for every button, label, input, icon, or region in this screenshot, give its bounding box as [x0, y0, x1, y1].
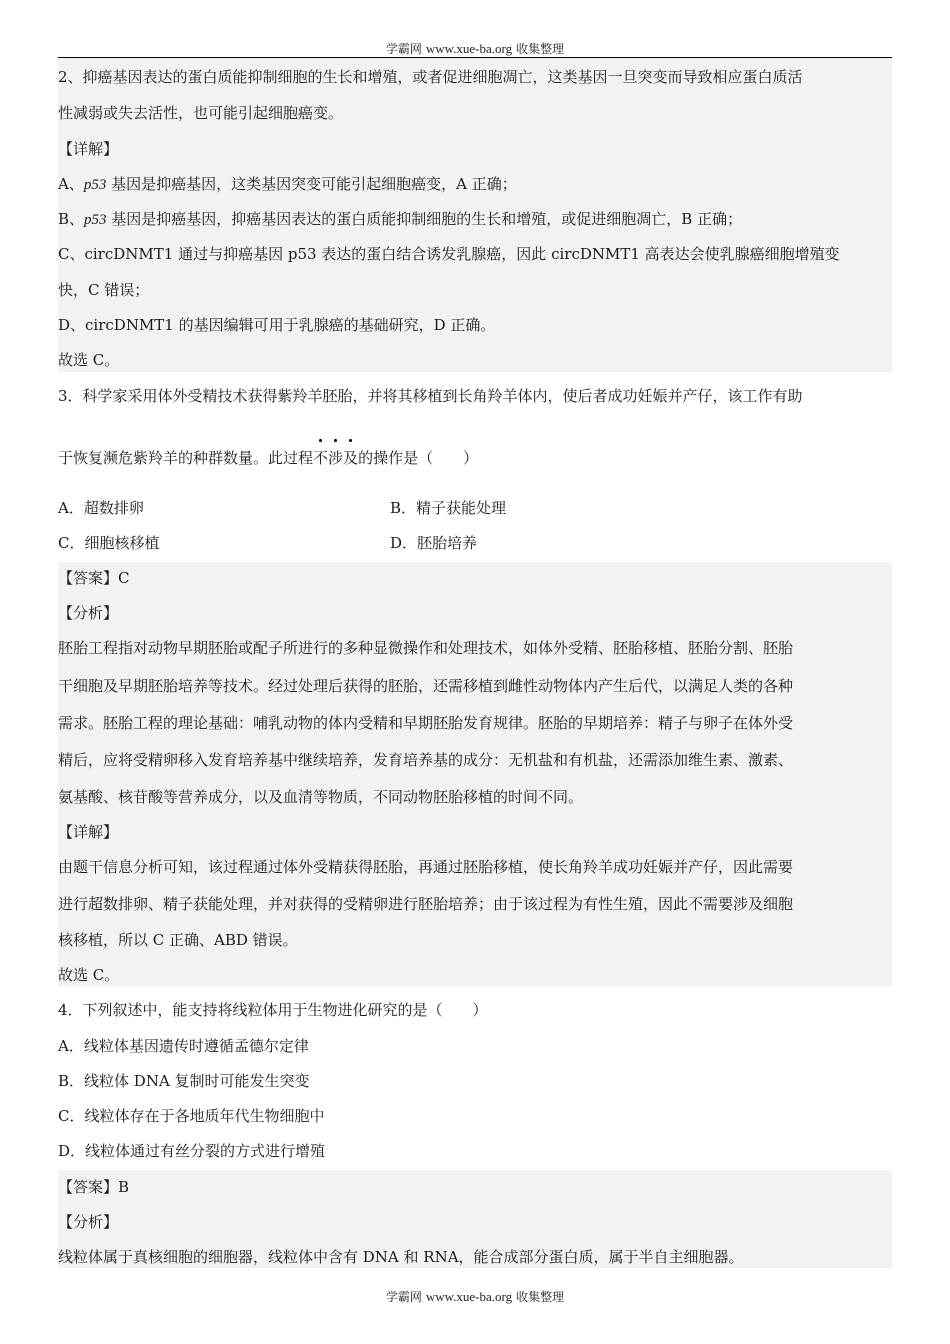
- q3-analysis-line-1: 胚胎工程指对动物早期胚胎或配子所进行的多种显微操作和处理技术，如体外受精、胚胎移植、胚胎分割、胚胎: [58, 639, 794, 657]
- q4-option-d: D．线粒体通过有丝分裂的方式进行增殖: [58, 1142, 326, 1160]
- q4-analysis-label: 【分析】: [58, 1213, 119, 1231]
- q3-detail-label: 【详解】: [58, 823, 119, 841]
- header-site-name: 学霸网: [385, 42, 422, 56]
- header-note: 收集整理: [516, 42, 565, 56]
- q2-detail-a: [58, 173, 892, 196]
- q4-stem: 4．下列叙述中，能支持将线粒体用于生物进化研究的是（ ）: [58, 1001, 488, 1019]
- q3-detail-line-2: 进行超数排卵、精子获能处理，并对获得的受精卵进行胚胎培养；由于该过程为有性生殖，因此不需要涉及细胞: [58, 895, 794, 913]
- q3-analysis-line-5: 氨基酸、核苷酸等营养成分，以及血清等物质，不同动物胚胎移植的时间不同。: [58, 788, 584, 806]
- q3-stem-line-2: [58, 447, 892, 469]
- q3-stem-post: 的操作是（ ）: [358, 449, 479, 467]
- q2-detail-c-line-2: 快，C 错误；: [58, 281, 150, 299]
- q3-analysis-line-4: 精后，应将受精卵移入发育培养基中继续培养，发育培养基的成分：无机盐和有机盐，还需添加维生素、激素、: [58, 751, 794, 769]
- q2-detail-b-gene: p53: [84, 212, 107, 228]
- q3-stem-emphasis-2: 涉: [328, 449, 344, 467]
- q4-answer: 【答案】B: [58, 1178, 130, 1196]
- q3-option-b: B．精子获能处理: [390, 499, 507, 517]
- q3-analysis-label: 【分析】: [58, 604, 119, 622]
- q2-detail-b: [58, 208, 892, 231]
- q3-option-d: D．胚胎培养: [390, 534, 478, 552]
- q3-detail-line-3: 核移植，所以 C 正确、ABD 错误。: [58, 931, 298, 949]
- q3-conclusion: 故选 C。: [58, 966, 120, 984]
- page-footer: [0, 1288, 950, 1305]
- q3-stem-emphasis-1: 不: [313, 449, 329, 467]
- q3-option-a: A．超数排卵: [58, 499, 144, 517]
- footer-site-url[interactable]: www.xue-ba.org: [425, 1289, 513, 1304]
- q4-option-a: A．线粒体基因遗传时遵循孟德尔定律: [58, 1037, 309, 1055]
- q2-conclusion: 故选 C。: [58, 351, 120, 369]
- page-header: [0, 40, 950, 57]
- footer-note: 收集整理: [516, 1290, 565, 1304]
- header-site-url[interactable]: www.xue-ba.org: [425, 41, 513, 56]
- q2-detail-b-prefix: B、: [58, 210, 85, 228]
- q3-analysis-line-2: 干细胞及早期胚胎培养等技术。经过处理后获得的胚胎，还需移植到雌性动物体内产生后代，以满足人类的各种: [58, 677, 794, 695]
- q2-detail-a-gene: p53: [83, 177, 107, 193]
- q2-analysis-line-2: 性减弱或失去活性，也可能引起细胞癌变。: [58, 104, 344, 122]
- q2-detail-c-line-1: C、circDNMT1 通过与抑癌基因 p53 表达的蛋白结合诱发乳腺癌，因此 circDNMT1 高表达会使乳腺癌细胞增殖变: [58, 245, 840, 263]
- q2-detail-a-text: 基因是抑癌基因，这类基因突变可能引起细胞癌变，A 正确；: [106, 175, 517, 193]
- q4-option-b: B．线粒体 DNA 复制时可能发生突变: [58, 1072, 310, 1090]
- q2-detail-d: D、circDNMT1 的基因编辑可用于乳腺癌的基础研究，D 正确。: [58, 316, 496, 334]
- q3-stem-line-1: 3．科学家采用体外受精技术获得紫羚羊胚胎，并将其移植到长角羚羊体内，使后者成功妊娠并产仔，该工作有助: [58, 387, 803, 405]
- q4-option-c: C．线粒体存在于各地质年代生物细胞中: [58, 1107, 325, 1125]
- q2-detail-label: 【详解】: [58, 140, 119, 158]
- q3-stem-emphasis-3: 及: [343, 449, 359, 467]
- q3-detail-line-1: 由题干信息分析可知，该过程通过体外受精获得胚胎，再通过胚胎移植，使长角羚羊成功妊娠并产仔，因此需要: [58, 858, 794, 876]
- q2-detail-b-text: 基因是抑癌基因，抑癌基因表达的蛋白质能抑制细胞的生长和增殖，或促进细胞凋亡，B 正确；: [106, 210, 743, 228]
- q4-analysis-line: 线粒体属于真核细胞的细胞器，线粒体中含有 DNA 和 RNA，能合成部分蛋白质，属于半自主细胞器。: [58, 1248, 744, 1266]
- q2-analysis-line-1: 2、抑癌基因表达的蛋白质能抑制细胞的生长和增殖，或者促进细胞凋亡，这类基因一旦突变而导致相应蛋白质活: [58, 68, 803, 86]
- q3-stem-pre: 于恢复濒危紫羚羊的种群数量。此过程: [58, 449, 314, 467]
- q3-option-c: C．细胞核移植: [58, 534, 160, 552]
- q2-detail-a-prefix: A、: [58, 175, 84, 193]
- q3-explanation-block: [58, 562, 892, 986]
- q3-analysis-line-3: 需求。胚胎工程的理论基础：哺乳动物的体内受精和早期胚胎发育规律。胚胎的早期培养：精子与卵子在体外受: [58, 714, 794, 732]
- q3-answer: 【答案】C: [58, 569, 130, 587]
- footer-site-name: 学霸网: [385, 1290, 422, 1304]
